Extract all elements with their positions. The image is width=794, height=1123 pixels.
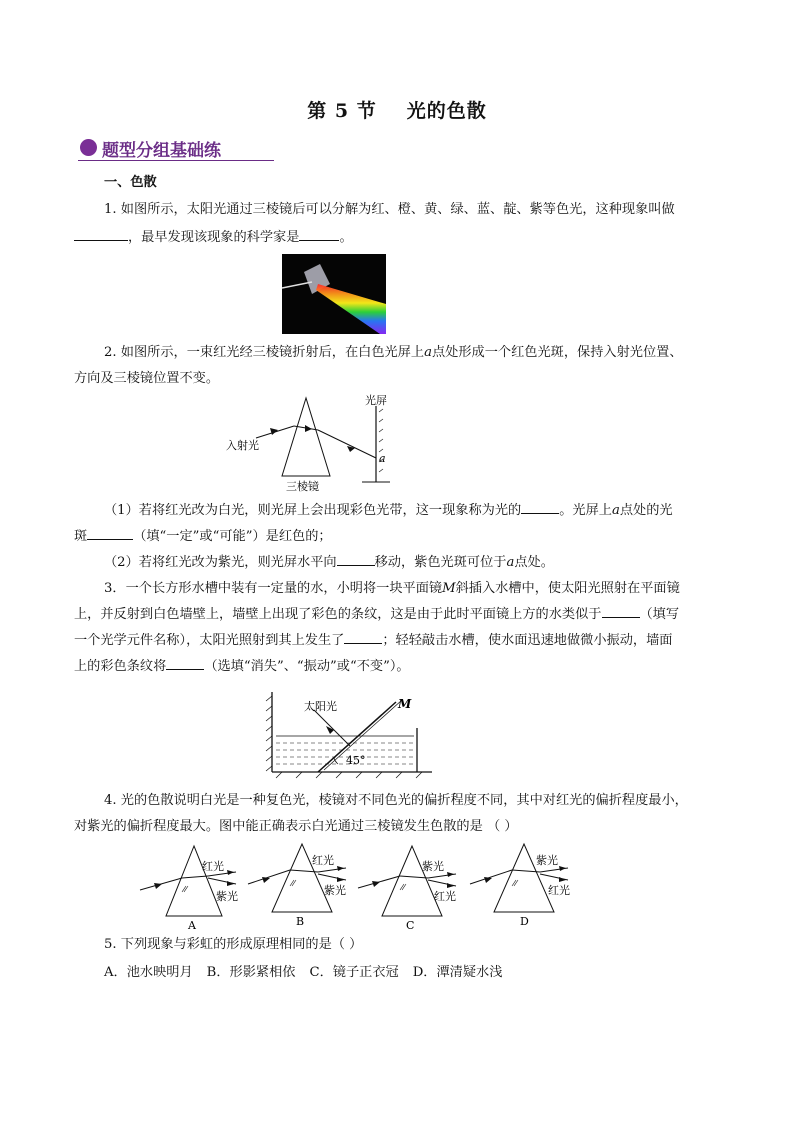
q5-option-b[interactable]: B．形影紧相依 xyxy=(206,965,296,980)
q5-option-a[interactable]: A．池水映明月 xyxy=(104,965,193,980)
q5-options xyxy=(104,960,502,986)
fig-a-top-label: 红光 xyxy=(202,860,224,873)
q4-figures xyxy=(138,840,598,932)
bullet-dot-icon xyxy=(80,139,97,156)
figure-option-c xyxy=(358,846,456,932)
prism-rainbow-photo xyxy=(282,254,386,334)
label-incident: 入射光 xyxy=(226,439,259,452)
prism-screen-diagram xyxy=(222,392,402,494)
q2-line1: 2. 如图所示，一束红光经三棱镜折射后，在白色光屏上a点处形成一个红色光斑，保持入射光位置、 xyxy=(104,345,683,360)
figure-option-d xyxy=(470,844,570,928)
label-mirror: M xyxy=(398,697,412,711)
q2-sub1: （1）若将红光改为白光，则光屏上会出现彩色光带，这一现象称为光的 。光屏上a点处的光 xyxy=(104,498,673,524)
answer-blank[interactable] xyxy=(74,226,128,241)
banner-text: 题型分组基础练 xyxy=(102,141,221,161)
section-number: 第 5 节 xyxy=(307,100,377,122)
fig-a-label: A xyxy=(188,919,196,932)
fig-b-label: B xyxy=(296,915,305,928)
label-sun: 太阳光 xyxy=(304,700,337,713)
label-point-a: a xyxy=(379,452,386,465)
q3-line4: 上的彩色条纹将 （选填“消失”、“振动”或“不变”）。 xyxy=(74,654,410,680)
section-name: 光的色散 xyxy=(406,100,487,122)
figure-option-a xyxy=(140,846,238,932)
q1-line2: ，最早发现该现象的科学家是 。 xyxy=(74,225,353,251)
q3-line3: 一个光学元件名称），太阳光照射到其上发生了 ；轻轻敲击水槽，使水面迅速地做微小振动，墙面 xyxy=(74,628,672,654)
fig-b-top-label: 红光 xyxy=(312,854,334,867)
fig-d-bottom-label: 红光 xyxy=(548,884,570,897)
q5-stem: 5. 下列现象与彩虹的形成原理相同的是（ ） xyxy=(104,937,363,952)
answer-blank[interactable] xyxy=(521,499,559,514)
q3-line1: 3．一个长方形水槽中装有一定量的水，小明将一块平面镜M斜插入水槽中，使太阳光照射在平面镜 xyxy=(104,581,680,596)
fig-b-bottom-label: 紫光 xyxy=(324,884,346,897)
q3-line2: 上，并反射到白色墙壁上，墙壁上出现了彩色的条纹，这是由于此时平面镜上方的水类似于 （填写 xyxy=(74,602,679,628)
label-prism: 三棱镜 xyxy=(286,480,319,493)
answer-blank[interactable] xyxy=(602,603,640,618)
section-banner xyxy=(78,136,274,161)
answer-blank[interactable] xyxy=(344,629,382,644)
fig-c-label: C xyxy=(406,919,415,932)
page-title xyxy=(0,96,794,123)
section-heading: 一、色散 xyxy=(104,175,157,190)
q2-sub2: （2）若将红光改为紫光，则光屏水平向 移动，紫色光斑可位于a点处。 xyxy=(104,550,554,576)
answer-blank[interactable] xyxy=(337,551,375,566)
answer-blank[interactable] xyxy=(166,655,204,670)
fig-c-top-label: 紫光 xyxy=(422,860,444,873)
fig-d-top-label: 紫光 xyxy=(536,854,558,867)
q4-line1: 4. 光的色散说明白光是一种复色光，棱镜对不同色光的偏折程度不同，其中对红光的偏折程度最小， xyxy=(104,793,688,808)
fig-a-bottom-label: 紫光 xyxy=(216,890,238,903)
q2-line2: 方向及三棱镜位置不变。 xyxy=(74,371,220,386)
q2-sub1-cont: 斑 （填“一定”或“可能”）是红色的； xyxy=(74,524,332,550)
label-angle: 45° xyxy=(346,754,366,767)
q1-line1: 1. 如图所示，太阳光通过三棱镜后可以分解为红、橙、黄、绿、蓝、靛、紫等色光，这种现象叫做 xyxy=(104,202,675,217)
q5-option-c[interactable]: C．镜子正衣冠 xyxy=(309,965,399,980)
label-screen: 光屏 xyxy=(365,394,387,407)
q5-option-d[interactable]: D．潭清疑水浅 xyxy=(412,965,503,980)
answer-blank[interactable] xyxy=(87,525,133,540)
water-tank-diagram xyxy=(262,688,442,780)
figure-option-b xyxy=(248,844,346,928)
fig-c-bottom-label: 红光 xyxy=(434,890,456,903)
fig-d-label: D xyxy=(520,915,529,928)
q4-line2: 对紫光的偏折程度最大。图中能正确表示白光通过三棱镜发生色散的是 （ ） xyxy=(74,819,518,834)
answer-blank[interactable] xyxy=(299,226,339,241)
